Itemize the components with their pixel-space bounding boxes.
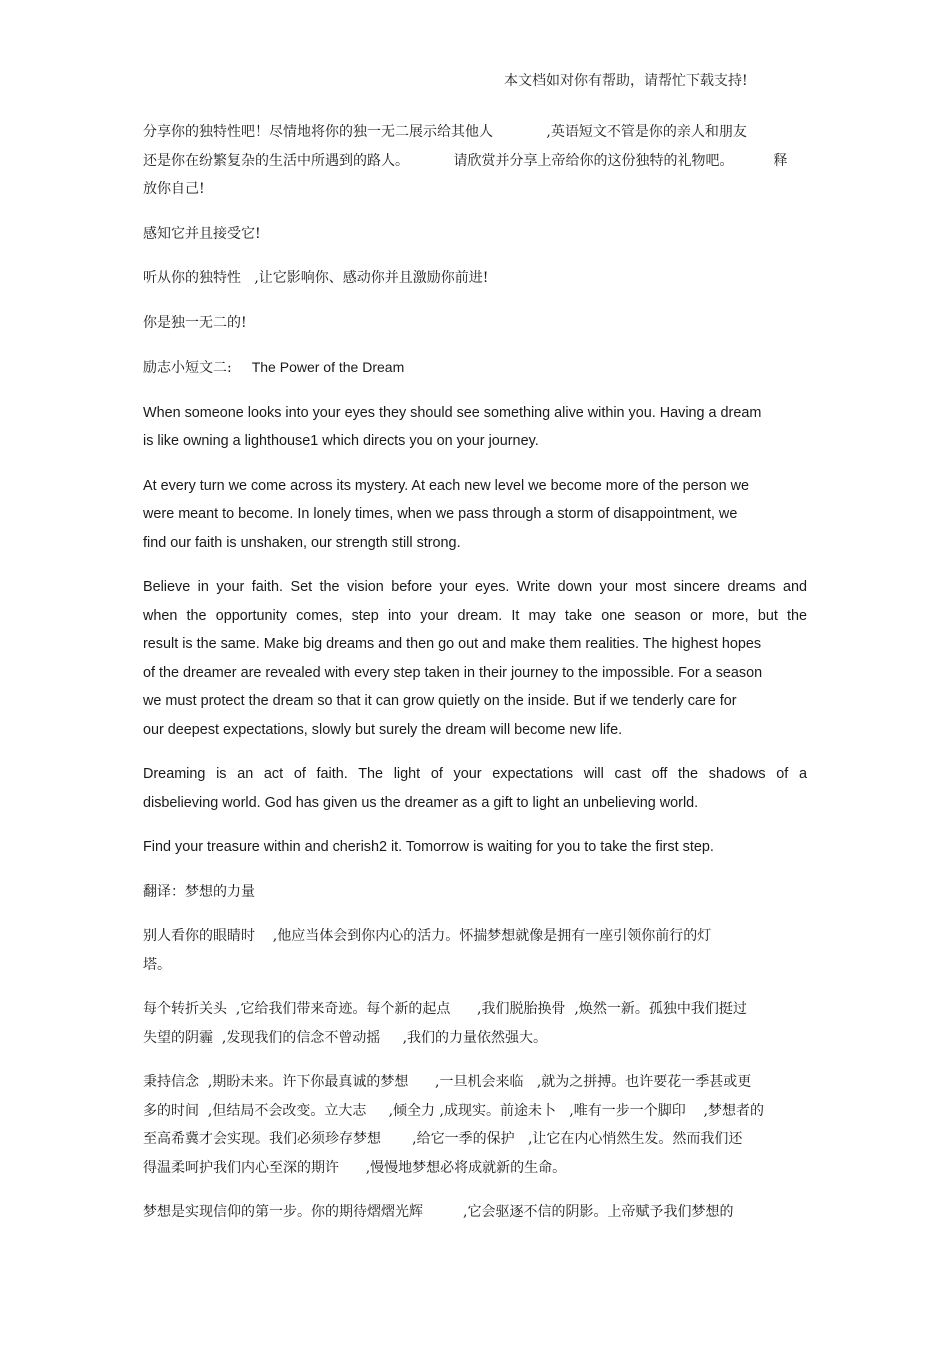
text-line: 塔。 [143, 956, 171, 973]
text-line: were meant to become. In lonely times, when we pass through a storm of disappointment, we [143, 506, 738, 522]
text-line: result is the same. Make big dreams and then go out and make them realities. The highest hopes [143, 636, 762, 652]
section-label: 励志小短文二: [143, 360, 232, 376]
text-line: When someone looks into your eyes they should see something alive within you. Having a dream [143, 404, 762, 421]
text-line: our deepest expectations, slowly but surely the dream will become new life. [143, 721, 623, 738]
paragraph-en-5: Find your treasure within and cherish2 it. Tomorrow is waiting for you to take the first step. [143, 839, 714, 855]
text-line: 别人看你的眼睛时 ,他应当体会到你内心的活力。怀揣梦想就像是拥有一座引领你前行的灯 [143, 928, 712, 944]
text-line: Believe in your faith. Set the vision before your eyes. Write down your most sincere dreams and [143, 579, 807, 595]
text-line: 失望的阴霾 ,发现我们的信念不曾动摇 ,我们的力量依然强大。 [143, 1029, 548, 1046]
paragraph-listen: 听从你的独特性 ,让它影响你、感动你并且激励你前进! [143, 270, 489, 286]
text-line: At every turn we come across its mystery. At each new level we become more of the person we [143, 477, 749, 494]
text-line: 还是你在纷繁复杂的生活中所遇到的路人。 请欣赏并分享上帝给你的这份独特的礼物吧。 释 [143, 152, 788, 169]
text-line: Dreaming is an act of faith. The light of your expectations will cast off the shadows of a [143, 766, 807, 782]
paragraph-en-2 [143, 472, 807, 558]
text-line: we must protect the dream so that it can grow quietly on the inside. But if we tenderly care for [143, 693, 737, 709]
paragraph-share-uniqueness [143, 118, 807, 204]
paragraph-unique: 你是独一无二的! [143, 314, 247, 331]
text-line: disbelieving world. God has given us the dreamer as a gift to light an unbelieving world. [143, 794, 699, 811]
paragraph-en-3 [143, 573, 807, 744]
text-line: 得温柔呵护我们内心至深的期许 ,慢慢地梦想必将成就新的生命。 [143, 1159, 567, 1176]
text-line: is like owning a lighthouse1 which directs you on your journey. [143, 433, 539, 449]
text-line: 放你自己! [143, 181, 205, 197]
paragraph-cn-3 [143, 1068, 807, 1182]
translation-heading: 翻译：梦想的力量 [143, 883, 255, 900]
paragraph-en-1 [143, 399, 807, 456]
text-line: 秉持信念 ,期盼未来。许下你最真诚的梦想 ,一旦机会来临 ,就为之拼搏。也许要花一季甚或更 [143, 1074, 752, 1090]
header-note: 本文档如对你有帮助，请帮忙下载支持! [504, 73, 748, 89]
text-line: 分享你的独特性吧！尽情地将你的独一无二展示给其他人 ,英语短文不管是你的亲人和朋友 [143, 124, 747, 140]
document-body [143, 118, 807, 1243]
text-line: 每个转折关头 ,它给我们带来奇迹。每个新的起点 ,我们脱胎换骨 ,焕然一新。孤独中我们挺过 [143, 1001, 747, 1017]
text-line: 至高希冀才会实现。我们必须珍存梦想 ,给它一季的保护 ,让它在内心悄然生发。然而我们还 [143, 1131, 743, 1147]
text-line: 多的时间 ,但结局不会改变。立大志 ,倾全力 ,成现实。前途未卜 ,唯有一步一个脚印 ,梦想者的 [143, 1102, 765, 1119]
text-line: of the dreamer are revealed with every step taken in their journey to the impossible. For a season [143, 664, 763, 681]
paragraph-cn-1 [143, 922, 807, 979]
paragraph-en-4 [143, 760, 807, 817]
text-line: find our faith is unshaken, our strength still strong. [143, 534, 461, 551]
section-title: The Power of the Dream [251, 359, 405, 375]
paragraph-cn-4: 梦想是实现信仰的第一步。你的期待熠熠光辉 ,它会驱逐不信的阴影。上帝赋予我们梦想的 [143, 1204, 734, 1220]
text-line: when the opportunity comes, step into your dream. It may take one season or more, but the [143, 607, 807, 624]
paragraph-cn-2 [143, 995, 807, 1052]
section-heading [143, 353, 807, 383]
paragraph-accept: 感知它并且接受它! [143, 225, 261, 242]
